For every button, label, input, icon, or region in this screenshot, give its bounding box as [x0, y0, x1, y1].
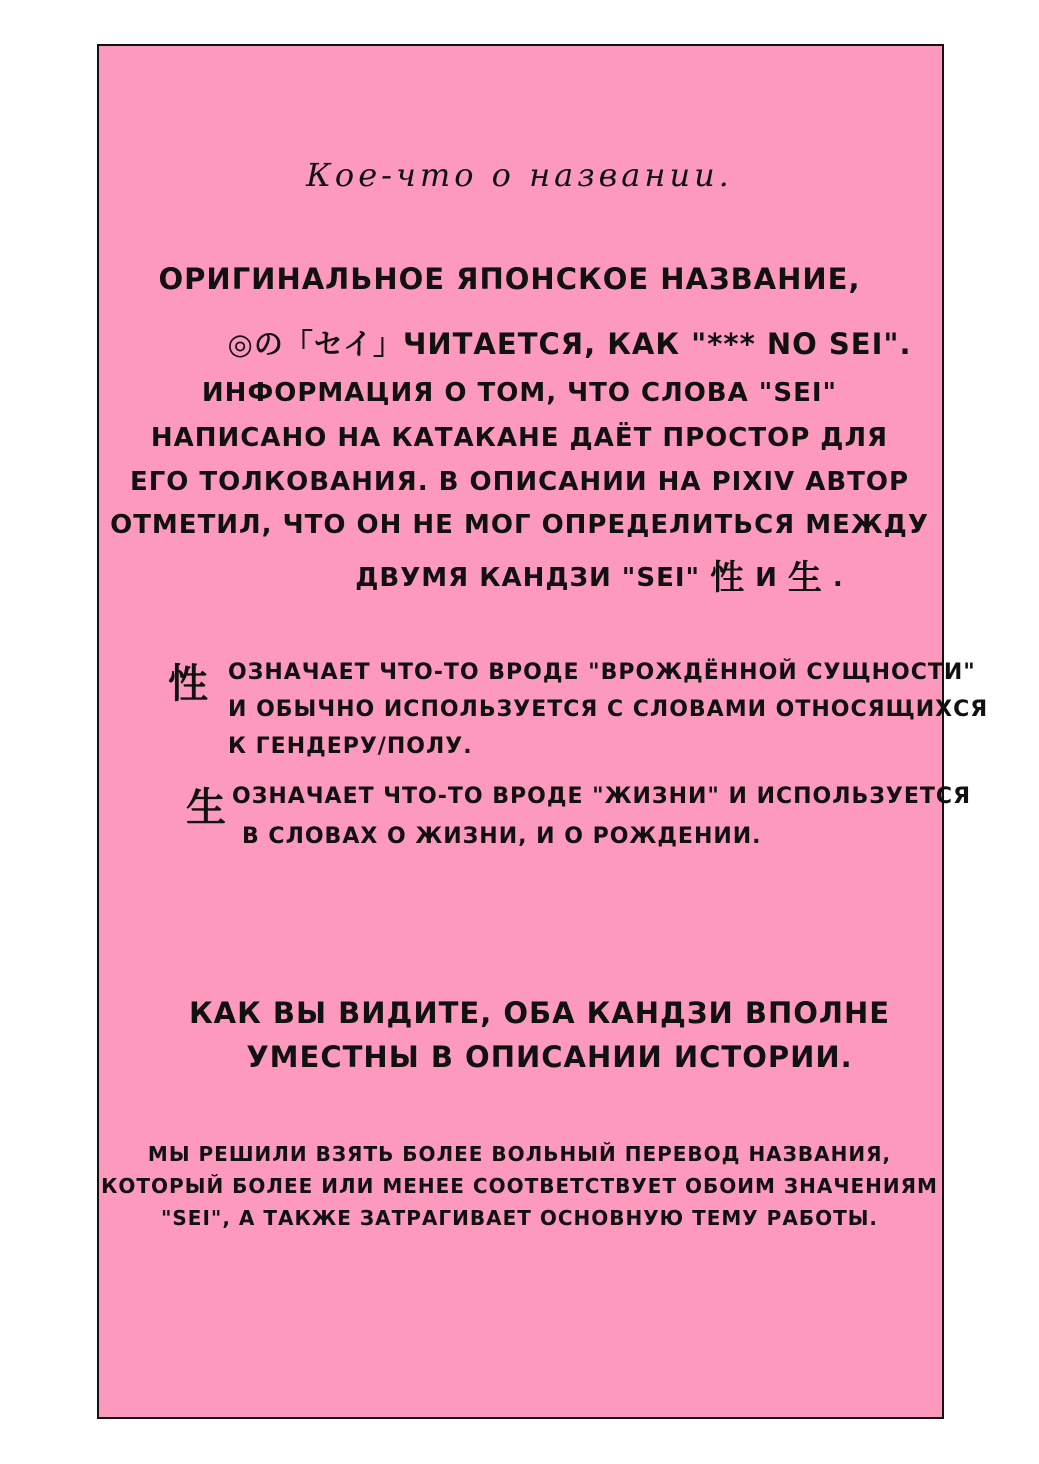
decision-line-2: КОТОРЫЙ БОЛЕЕ ИЛИ МЕНЕЕ СООТВЕТСТВУЕТ ОБОИМ ЗНАЧЕНИЯМ — [101, 1174, 938, 1198]
page-heading: Кое-что о названии. — [306, 156, 733, 194]
meaning-1-kanji: 性 — [168, 661, 208, 707]
info-line-2: НАПИСАНО НА КАТАКАНЕ ДАЁТ ПРОСТОР ДЛЯ — [150, 423, 889, 453]
decision-line-1: МЫ РЕШИЛИ ВЗЯТЬ БОЛЕЕ ВОЛЬНЫЙ ПЕРЕВОД НАЗВАНИЯ, — [147, 1142, 892, 1166]
kanji-life: 生 — [787, 558, 823, 598]
original-title-line-2: ◎の「セイ」ЧИТАЕТСЯ, КАК "*** NO SEI". — [227, 327, 912, 361]
meaning-2-line-2: В СЛОВАХ О ЖИЗНИ, И О РОЖДЕНИИ. — [242, 824, 762, 849]
line-end: . — [832, 563, 844, 593]
meaning-2-line-1: ОЗНАЧАЕТ ЧТО-ТО ВРОДЕ "ЖИЗНИ" И ИСПОЛЬЗУЕТСЯ — [232, 784, 972, 809]
original-title-line-1: ОРИГИНАЛЬНОЕ ЯПОНСКОЕ НАЗВАНИЕ, — [158, 262, 861, 296]
info-line-3: ЕГО ТОЛКОВАНИЯ. В ОПИСАНИИ НА PIXIV АВТОР — [129, 467, 910, 497]
meaning-1-line-1: ОЗНАЧАЕТ ЧТО-ТО ВРОДЕ "ВРОЖДЁННОЙ СУЩНОСТИ" — [228, 660, 976, 685]
conclusion-line-2: УМЕСТНЫ В ОПИСАНИИ ИСТОРИИ. — [246, 1040, 853, 1074]
meaning-2-kanji: 生 — [186, 785, 226, 831]
info-line-5 — [80, 550, 1039, 599]
info-line-5-text: ДВУМЯ КАНДЗИ "SEI" — [355, 563, 701, 593]
conjunction: И — [755, 563, 778, 593]
meaning-1-line-2: И ОБЫЧНО ИСПОЛЬЗУЕТСЯ С СЛОВАМИ ОТНОСЯЩИХСЯ — [228, 697, 989, 722]
info-line-1: ИНФОРМАЦИЯ О ТОМ, ЧТО СЛОВА "SEI" — [201, 378, 838, 408]
kanji-sex: 性 — [710, 558, 746, 598]
decision-line-3: "SEI", А ТАКЖЕ ЗАТРАГИВАЕТ ОСНОВНУЮ ТЕМУ РАБОТЫ. — [160, 1206, 879, 1230]
meaning-1-line-3: К ГЕНДЕРУ/ПОЛУ. — [228, 734, 473, 759]
conclusion-line-1: КАК ВЫ ВИДИТЕ, ОБА КАНДЗИ ВПОЛНЕ — [188, 996, 891, 1030]
info-line-4: ОТМЕТИЛ, ЧТО ОН НЕ МОГ ОПРЕДЕЛИТЬСЯ МЕЖДУ — [110, 510, 929, 540]
